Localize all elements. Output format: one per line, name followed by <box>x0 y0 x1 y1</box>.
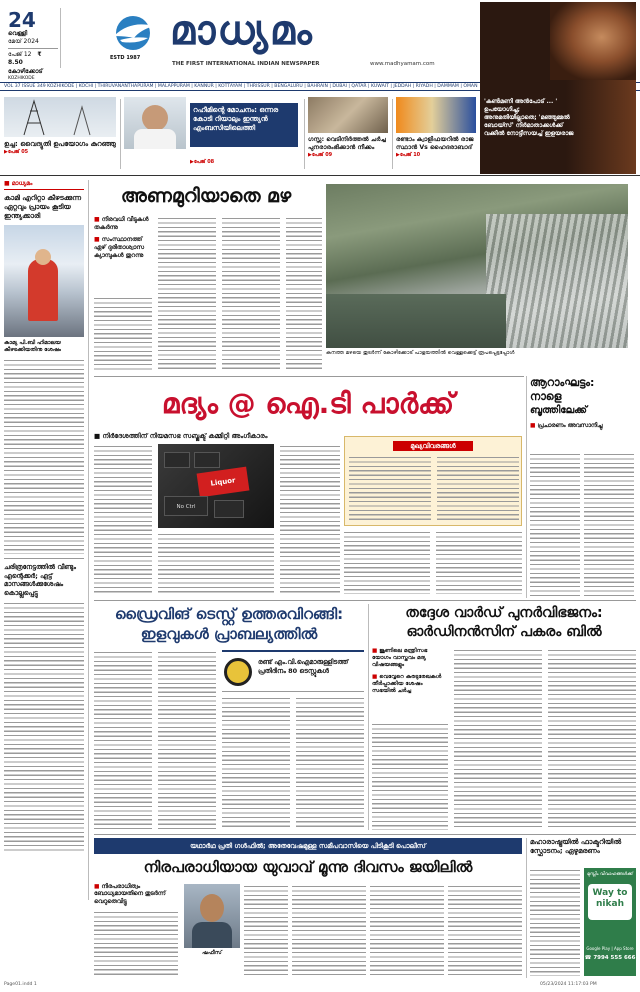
ward-headline-2: ഓർഡിനൻസിന് പകരം ബിൽ <box>406 624 602 640</box>
weekday: വെള്ളി <box>8 30 28 37</box>
left-label: ■ മാധ്യമം <box>4 180 84 190</box>
liquor-bullet-text: നിർദേശത്തിന് നിയമസഭ സബ്ജക്ട് കമ്മിറ്റി അംഗീകാരം <box>102 432 268 440</box>
teaser-1-page: ▶പേജ് 05 <box>4 149 29 155</box>
left-photo-caption: കാമ്യ പി.ബി ഹിമാലയ കീഴടക്കിയതിനു ശേഷം <box>4 340 61 353</box>
teaser-1-title: ഉച്ച: വൈദ്യുതി ഉപയോഗം കുറഞ്ഞു <box>4 140 116 148</box>
left-story2-title: ചരിത്രനേട്ടത്തിൽ വീണ്ടും എന്റെക്കർ; എട്ട് മാസങ്ങൾക്കുശേഷം കൊല്ലപ്പെട്ടു <box>4 563 76 597</box>
jail-photo-caption: ഷഫീസ് <box>202 950 222 956</box>
right-title-2: നാളെ <box>530 390 562 403</box>
rain-bullets <box>94 216 152 260</box>
ward-col-3 <box>548 648 636 830</box>
left-story2-body <box>4 601 84 851</box>
liquor-col-4 <box>344 530 430 594</box>
factory-col-1 <box>530 868 580 976</box>
ward-bullets <box>372 648 448 695</box>
liquor-box <box>344 436 522 526</box>
teaser-2[interactable] <box>124 97 300 171</box>
jail-col-4 <box>370 884 444 976</box>
jail-story <box>94 838 522 978</box>
teaser-1[interactable] <box>4 97 116 171</box>
driving-col-4 <box>296 696 364 830</box>
jail-bullet: ■ നിരപരാധിത്വം ബോധ്യമായതിനെ തുടർന്ന് വെറുതെവിട്ടു <box>94 884 166 905</box>
teaser-3[interactable] <box>308 97 388 171</box>
teaser-1-photo <box>4 97 116 137</box>
driving-sub: രണ്ട് എം.വി.ഐമാരുള്ളിടത്ത് പ്രതിദിനം 80 ടെസ്റ്റുകൾ <box>258 658 349 675</box>
rain-headline: അണമുറിയാതെ മഴ <box>120 185 292 207</box>
nikah-ad[interactable] <box>584 868 636 976</box>
footer-right: 05/23/2024 11:17:03 PM <box>540 982 597 987</box>
liquor-col-1 <box>94 444 152 594</box>
liquor-col-3 <box>280 444 340 594</box>
nikah-ad-brand-2: nikah <box>596 899 624 909</box>
liquor-col-5 <box>436 530 522 594</box>
driving-headline-1: ഡ്രൈവിങ് ടെസ്റ്റ് ഉത്തരവിറങ്ങി: <box>114 605 344 623</box>
bird-emblem-icon <box>100 14 166 52</box>
teaser-2-textbox <box>190 103 298 147</box>
teaser-4[interactable] <box>396 97 476 171</box>
right-bullet-text: പ്രചാരണം അവസാനിച്ചു <box>537 423 603 429</box>
driving-sub-box <box>222 650 364 692</box>
promo-headline: 'കൺമണി അൻപോട് ... ' ഉപയോഗിച്ചു; അനുമതിയില്ലാതെ; 'മഞ്ഞുമ്മൽ ബോയ്സ്' നിർമാതാക്കൾക്ക് വക്കീൽ നോട്ടീസയച്ച് ഇളയരാജ <box>484 98 574 137</box>
nikah-ad-store: Google Play | App Store <box>586 946 634 951</box>
ctrl-key: No Ctrl <box>164 496 208 516</box>
page-count: പേജ് 12 <box>8 51 32 58</box>
jail-photo <box>184 884 240 948</box>
jail-col-1 <box>94 910 178 976</box>
nikah-ad-logo <box>588 884 632 920</box>
teaser-4-photo <box>396 97 476 133</box>
rain-caption: കനത്ത മഴയെ തുടർന്ന് കോഴിക്കോട് പാളയത്തിൽ വെള്ളക്കെട്ട് രൂപപ്പെട്ടപ്പോൾ <box>326 350 515 356</box>
liquor-key: Liquor <box>197 467 250 498</box>
driving-story <box>94 604 364 832</box>
jail-kicker-box <box>94 838 522 854</box>
edition: കോഴിക്കോട് <box>8 68 43 75</box>
tagline: THE FIRST INTERNATIONAL INDIAN NEWSPAPER <box>172 61 320 67</box>
ward-bullet-2-text: വെവ്വേറെ കരടുരേഖകൾ തീർപ്പാക്കിയ ശേഷം സഭയിൽ ചർച്ച <box>372 673 442 695</box>
steering-icon <box>224 658 252 686</box>
left-column <box>4 180 84 900</box>
right-title <box>530 376 636 418</box>
month-year: മേയ് 2024 <box>8 38 39 45</box>
date-block <box>8 10 58 81</box>
ward-bullet-2: ■ വെവ്വേറെ കരടുരേഖകൾ തീർപ്പാക്കിയ ശേഷം സഭയിൽ ചർച്ച <box>372 673 442 695</box>
right-title-3: ബൂത്തിലേക്ക് <box>530 405 587 416</box>
left-story1-title: കാമി എറിറ്റാ കീഴടക്കുന്ന ഏറ്റവും പ്രായം കൂടിയ ഇന്ത്യക്കാരി <box>4 194 82 220</box>
driving-col-1 <box>94 650 152 830</box>
liquor-story <box>94 380 522 598</box>
right-title-1: ആറാംഘട്ടം: <box>530 376 595 389</box>
liquor-box-body-2 <box>437 455 519 523</box>
right-body-2 <box>584 452 634 598</box>
rain-col-3 <box>222 216 280 370</box>
rain-bullet-2: ■ സംസ്ഥാനത്ത് ഏഴ് ദുരിതാശ്വാസ ക്യാമ്പുകൾ തുറന്നു <box>94 236 145 259</box>
driving-col-3 <box>222 696 290 830</box>
nikah-ad-brand-1: Way to <box>592 888 628 898</box>
price-row <box>8 48 58 66</box>
jail-headline: നിരപരാധിയായ യുവാവ് മൂന്നു ദിവസം ജയിലിൽ <box>143 858 473 876</box>
price: ₹ 8.50 <box>8 51 42 66</box>
right-bullet: ■ പ്രചാരണം അവസാനിച്ചു <box>530 423 603 429</box>
nikah-ad-top: മുസ്ലിം വിവാഹങ്ങൾക്ക് <box>587 872 633 877</box>
teaser-4-page: ▶പേജ് 10 <box>396 152 421 158</box>
footer-left: Page01.indd 1 <box>4 982 37 987</box>
jail-kicker: യഥാർഥ പ്രതി ഗൾഫിൽ; അതേവേഷമുള്ള സമീപവാസിയെ പിടികൂടി പൊലീസ് <box>190 842 426 850</box>
nikah-ad-phone-text: 7994 555 666 <box>593 955 636 961</box>
rain-col-4 <box>286 216 322 370</box>
date-day: 24 <box>8 8 36 32</box>
promo-box[interactable] <box>480 2 636 80</box>
jail-col-5 <box>448 884 522 976</box>
nikah-ad-phone: ☎ 7994 555 666 <box>584 955 636 961</box>
rain-bullet-2-text: സംസ്ഥാനത്ത് ഏഴ് ദുരിതാശ്വാസ ക്യാമ്പുകൾ തുറന്നു <box>94 236 145 259</box>
teaser-2-title: റഹീമിന്റെ മോചനം: ഒന്നര കോടി റിയാലും ഇന്ത്യൻ എംബസിയിലെത്തി <box>193 106 279 132</box>
logo-emblem <box>100 14 166 52</box>
promo-photo <box>550 2 636 80</box>
right-column <box>530 376 636 576</box>
ward-col-1 <box>372 722 448 830</box>
rain-col-1 <box>94 296 152 370</box>
left-photo <box>4 225 84 337</box>
masthead <box>0 0 640 82</box>
paper-title: മാധ്യമം <box>170 8 314 54</box>
liquor-col-2 <box>158 532 274 594</box>
edition-en: KOZHIKODE <box>8 76 35 81</box>
ward-bullet-1-text: ജൂണിലെ മന്ത്രിസഭ യോഗം വാസ്തവം മദ്യ വിഷയങ്ങളും <box>372 648 428 669</box>
rain-bullet-1-text: നിരവധി വീടുകൾ തകർന്നു <box>94 216 149 231</box>
jail-col-2 <box>244 884 288 976</box>
teaser-4-title: രണ്ടാം ക്വാളിഫയറിൽ രാജ സ്ഥാൻ Vs ഹൈദരാബാദ് <box>396 136 474 151</box>
left-story1-body <box>4 358 84 554</box>
driving-col-2 <box>158 650 216 830</box>
left-label-text: മാധ്യമം <box>11 180 33 187</box>
teaser-row <box>0 93 478 173</box>
rain-photo <box>326 184 628 348</box>
right-body-1 <box>530 452 580 598</box>
ward-story <box>372 604 636 832</box>
teaser-3-photo <box>308 97 388 133</box>
liquor-box-title: മുഖ്യവിവരങ്ങൾ <box>393 441 473 451</box>
rain-bullet-1: ■ നിരവധി വീടുകൾ തകർന്നു <box>94 216 149 231</box>
power-tower-icon <box>4 97 116 137</box>
factory-headline: മഹാരാഷ്ട്രയിൽ ഫാക്ടറിയിൽ സ്ഫോടനം; ഏഴുമരണം <box>530 838 622 855</box>
teaser-3-title: ഗസ്സ: വെടിനിർത്തൽ ചർച്ച പുനരാരംഭിക്കാൻ നീക്കം <box>308 136 386 151</box>
driving-headline-2: ഇളവുകൾ പ്രാബല്യത്തിൽ <box>140 625 318 643</box>
liquor-box-body-1 <box>349 455 431 523</box>
liquor-headline: മദ്യം @ ഐ.ടി പാർക്ക് <box>161 387 455 420</box>
jail-col-3 <box>292 884 366 976</box>
jail-bullet-text: നിരപരാധിത്വം ബോധ്യമായതിനെ തുടർന്ന് വെറുതെവിട്ടു <box>94 884 166 905</box>
editions-list: VOL 37 ISSUE 349 KOZHIKODE | KOCHI | THIRUVANANTHAPURAM | MALAPPURAM | KANNUR | KOTTAYAM | THRISSUR | BENGALURU | BAHRAIN | DUBAI | QATAR | KUWAIT | JEDDAH | RIYADH | DAMMAM | OMAN <box>4 84 478 89</box>
website[interactable]: www.madhyamam.com <box>370 61 435 67</box>
ward-col-2 <box>454 648 542 830</box>
bottom-right <box>530 838 636 978</box>
teaser-2-page: ▶പേജ് 08 <box>190 159 215 165</box>
rain-col-2 <box>158 216 216 370</box>
teaser-2-photo <box>124 97 186 149</box>
ward-headline-1: തദ്ദേശ വാർഡ് പുനർവിഭജനം: <box>405 605 603 621</box>
estd: ESTD 1987 <box>110 55 141 61</box>
ward-bullet-1: ■ ജൂണിലെ മന്ത്രിസഭ യോഗം വാസ്തവം മദ്യ വിഷയങ്ങളും <box>372 648 428 669</box>
teaser-3-page: ▶പേജ് 09 <box>308 152 333 158</box>
rain-story <box>94 180 628 374</box>
liquor-bullet: ■ നിർദേശത്തിന് നിയമസഭ സബ്ജക്ട് കമ്മിറ്റി അംഗീകാരം <box>94 432 268 440</box>
keyboard-photo <box>158 444 274 528</box>
